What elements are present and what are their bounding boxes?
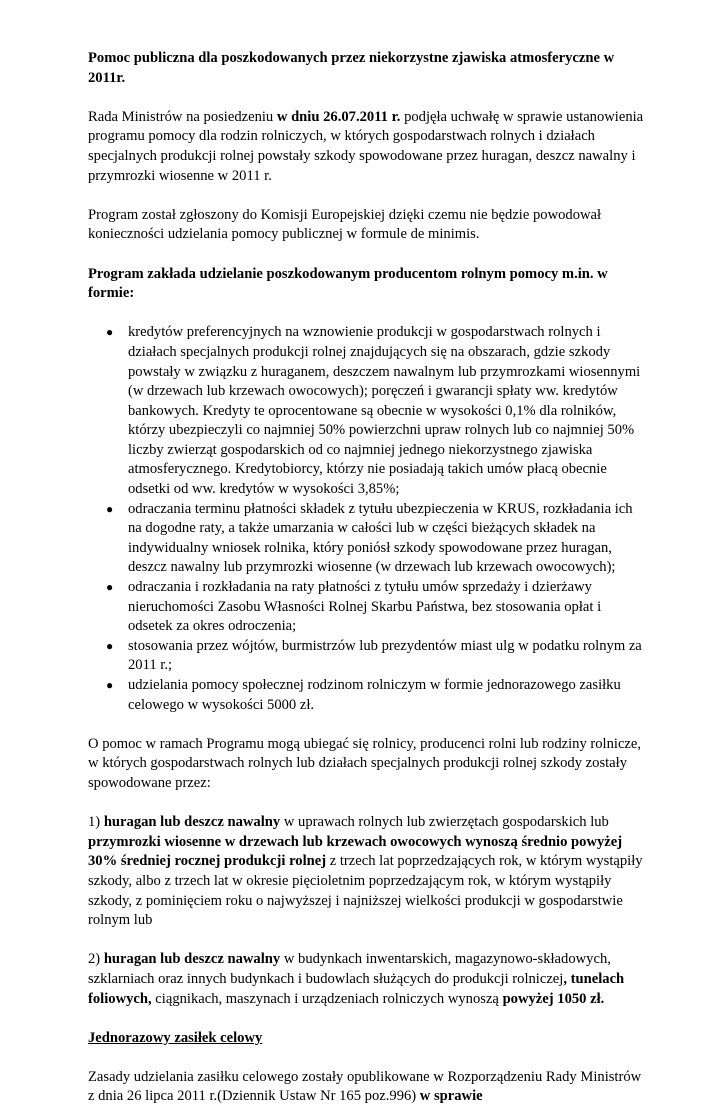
list-item	[106, 676, 648, 715]
allowance-heading: Jednorazowy zasiłek celowy	[88, 1029, 263, 1046]
bullet-icon: ●	[106, 678, 114, 692]
condition-2-bold-b: , tunelach foliowych,	[88, 970, 625, 1007]
condition-1-bold-b: przymrozki wiosenne w drzewach lub krzewach owocowych wynoszą średnio powyżej 30% średniej rocznej produkcji rolnej	[88, 833, 623, 870]
resolution-text-end: podjęła uchwałę w sprawie ustanowienia programu pomocy dla rodzin rolniczych, w których gospodarstwach rolnych i działach specjalnych produkcji rolnej powstały szkody spowodowane przez huragan, deszcz nawalny i przymrozki wiosenne w 2011 r.	[88, 108, 644, 184]
resolution-date: w dniu 26.07.2011 r.	[276, 108, 401, 125]
list-item	[106, 637, 648, 676]
paragraph-condition-1	[88, 813, 648, 931]
document-title: Pomoc publiczna dla poszkodowanych przez niekorzystne zjawiska atmosferyczne w 2011r.	[88, 50, 615, 86]
condition-2-bold-a: huragan lub deszcz nawalny	[103, 951, 281, 968]
list-item-text: stosowania przez wójtów, burmistrzów lub prezydentów miast ulg w podatku rolnym za 2011 r.;	[128, 637, 642, 674]
paragraph-eu-notification: Program został zgłoszony do Komisji Europejskiej dzięki czemu nie będzie powodował konieczności udzielania pomocy publicznej w formule de minimis.	[88, 206, 602, 243]
paragraph-resolution	[88, 108, 648, 186]
allowance-rules-bold: w sprawie	[419, 1088, 483, 1105]
list-item-text: udzielania pomocy społecznej rodzinom rolniczym w formie jednorazowego zasiłku celowego w wysokości 5000 zł.	[128, 677, 621, 713]
paragraph-allowance-rules	[88, 1068, 648, 1107]
condition-1-bold-a: huragan lub deszcz nawalny	[103, 814, 281, 831]
condition-1-number: 1)	[88, 814, 104, 831]
bullet-icon: ●	[106, 580, 114, 595]
resolution-text-start: Rada Ministrów na posiedzeniu	[88, 108, 277, 125]
program-forms-list	[88, 323, 648, 715]
allowance-rules-text: Zasady udzielania zasiłku celowego zostały opublikowane w Rozporządzeniu Rady Ministrów z dnia 26 lipca 2011 r.(Dziennik Ustaw Nr 165 poz.996)	[88, 1068, 642, 1105]
document-page	[88, 49, 648, 1107]
condition-1-text-b: z trzech lat poprzedzających rok, w którym wystąpiły szkody, albo z trzech lat w okresie pięcioletnim poprzedzającym rok, w którym wystąpiły szkody, z pominięciem roku o najwyższej i najniższej wielkości produkcji w gospodarstwie rolnym lub	[88, 853, 643, 929]
condition-2-text-a: w budynkach inwentarskich, magazynowo-składowych, szklarniach oraz innych budynkach i budowlach służących do produkcji rolniczej	[88, 951, 611, 987]
condition-2-bold-c: powyżej 1050 zł.	[502, 990, 605, 1007]
condition-2-text-b: ciągnikach, maszynach i urządzeniach rolniczych wynoszą	[151, 990, 503, 1007]
paragraph-eligibility: O pomoc w ramach Programu mogą ubiegać się rolnicy, producenci rolni lub rodziny rolnicze, w których gospodarstwach rolnych lub działach specjalnych produkcji rolnej szkody zostały spowodowane przez:	[88, 735, 642, 791]
list-item-text: kredytów preferencyjnych na wznowienie produkcji w gospodarstwach rolnych i działach specjalnych produkcji rolnej znajdujących się na obszarach, gdzie szkody powstały w związku z huraganem, deszczem nawalnym lub przymrozkami wiosennymi (w drzewach lub krzewach owocowych); poręczeń i gwarancji spłaty ww. kredytów bankowych. Kredyty te oprocentowane są obecnie w wysokości 0,1% dla rolników, którzy ubezpieczyli co najmniej 50% powierzchni upraw rolnych lub co najmniej 50% liczby zwierząt gospodarskich od co najmniej jednego niekorzystnego zjawiska atmosferycznego. Kredytobiorcy, którzy nie posiadają takich umów płacą obecnie odsetki od ww. kredytów w wysokości 3,85%;	[128, 324, 641, 498]
bullet-icon: ●	[106, 638, 114, 653]
list-item-text: odraczania i rozkładania na raty płatności z tytułu umów sprzedaży i dzierżawy nieruchomości Zasobu Własności Rolnej Skarbu Państwa, bez stosowania opłat i odsetek za okres odroczenia;	[128, 579, 602, 635]
bullet-icon: ●	[106, 501, 114, 516]
list-item	[106, 578, 648, 637]
list-item	[106, 500, 648, 578]
list-item-text: odraczania terminu płatności składek z tytułu ubezpieczenia w KRUS, rozkładania ich na dogodne raty, a także umarzania w całości lub w części bieżących składek na indywidualny wniosek rolnika, który poniósł szkody spowodowane przez huragan, deszcz nawalny lub przymrozki wiosenne (w drzewach lub krzewach owocowych);	[128, 500, 633, 576]
condition-1-text-a: w uprawach rolnych lub zwierzętach gospodarskich lub	[280, 814, 609, 831]
condition-2-number: 2)	[88, 951, 104, 968]
bullet-icon: ●	[106, 325, 114, 340]
paragraph-condition-2	[88, 950, 648, 1009]
program-heading: Program zakłada udzielanie poszkodowanym producentom rolnym pomocy m.in. w formie:	[88, 265, 608, 302]
list-item	[106, 323, 648, 499]
